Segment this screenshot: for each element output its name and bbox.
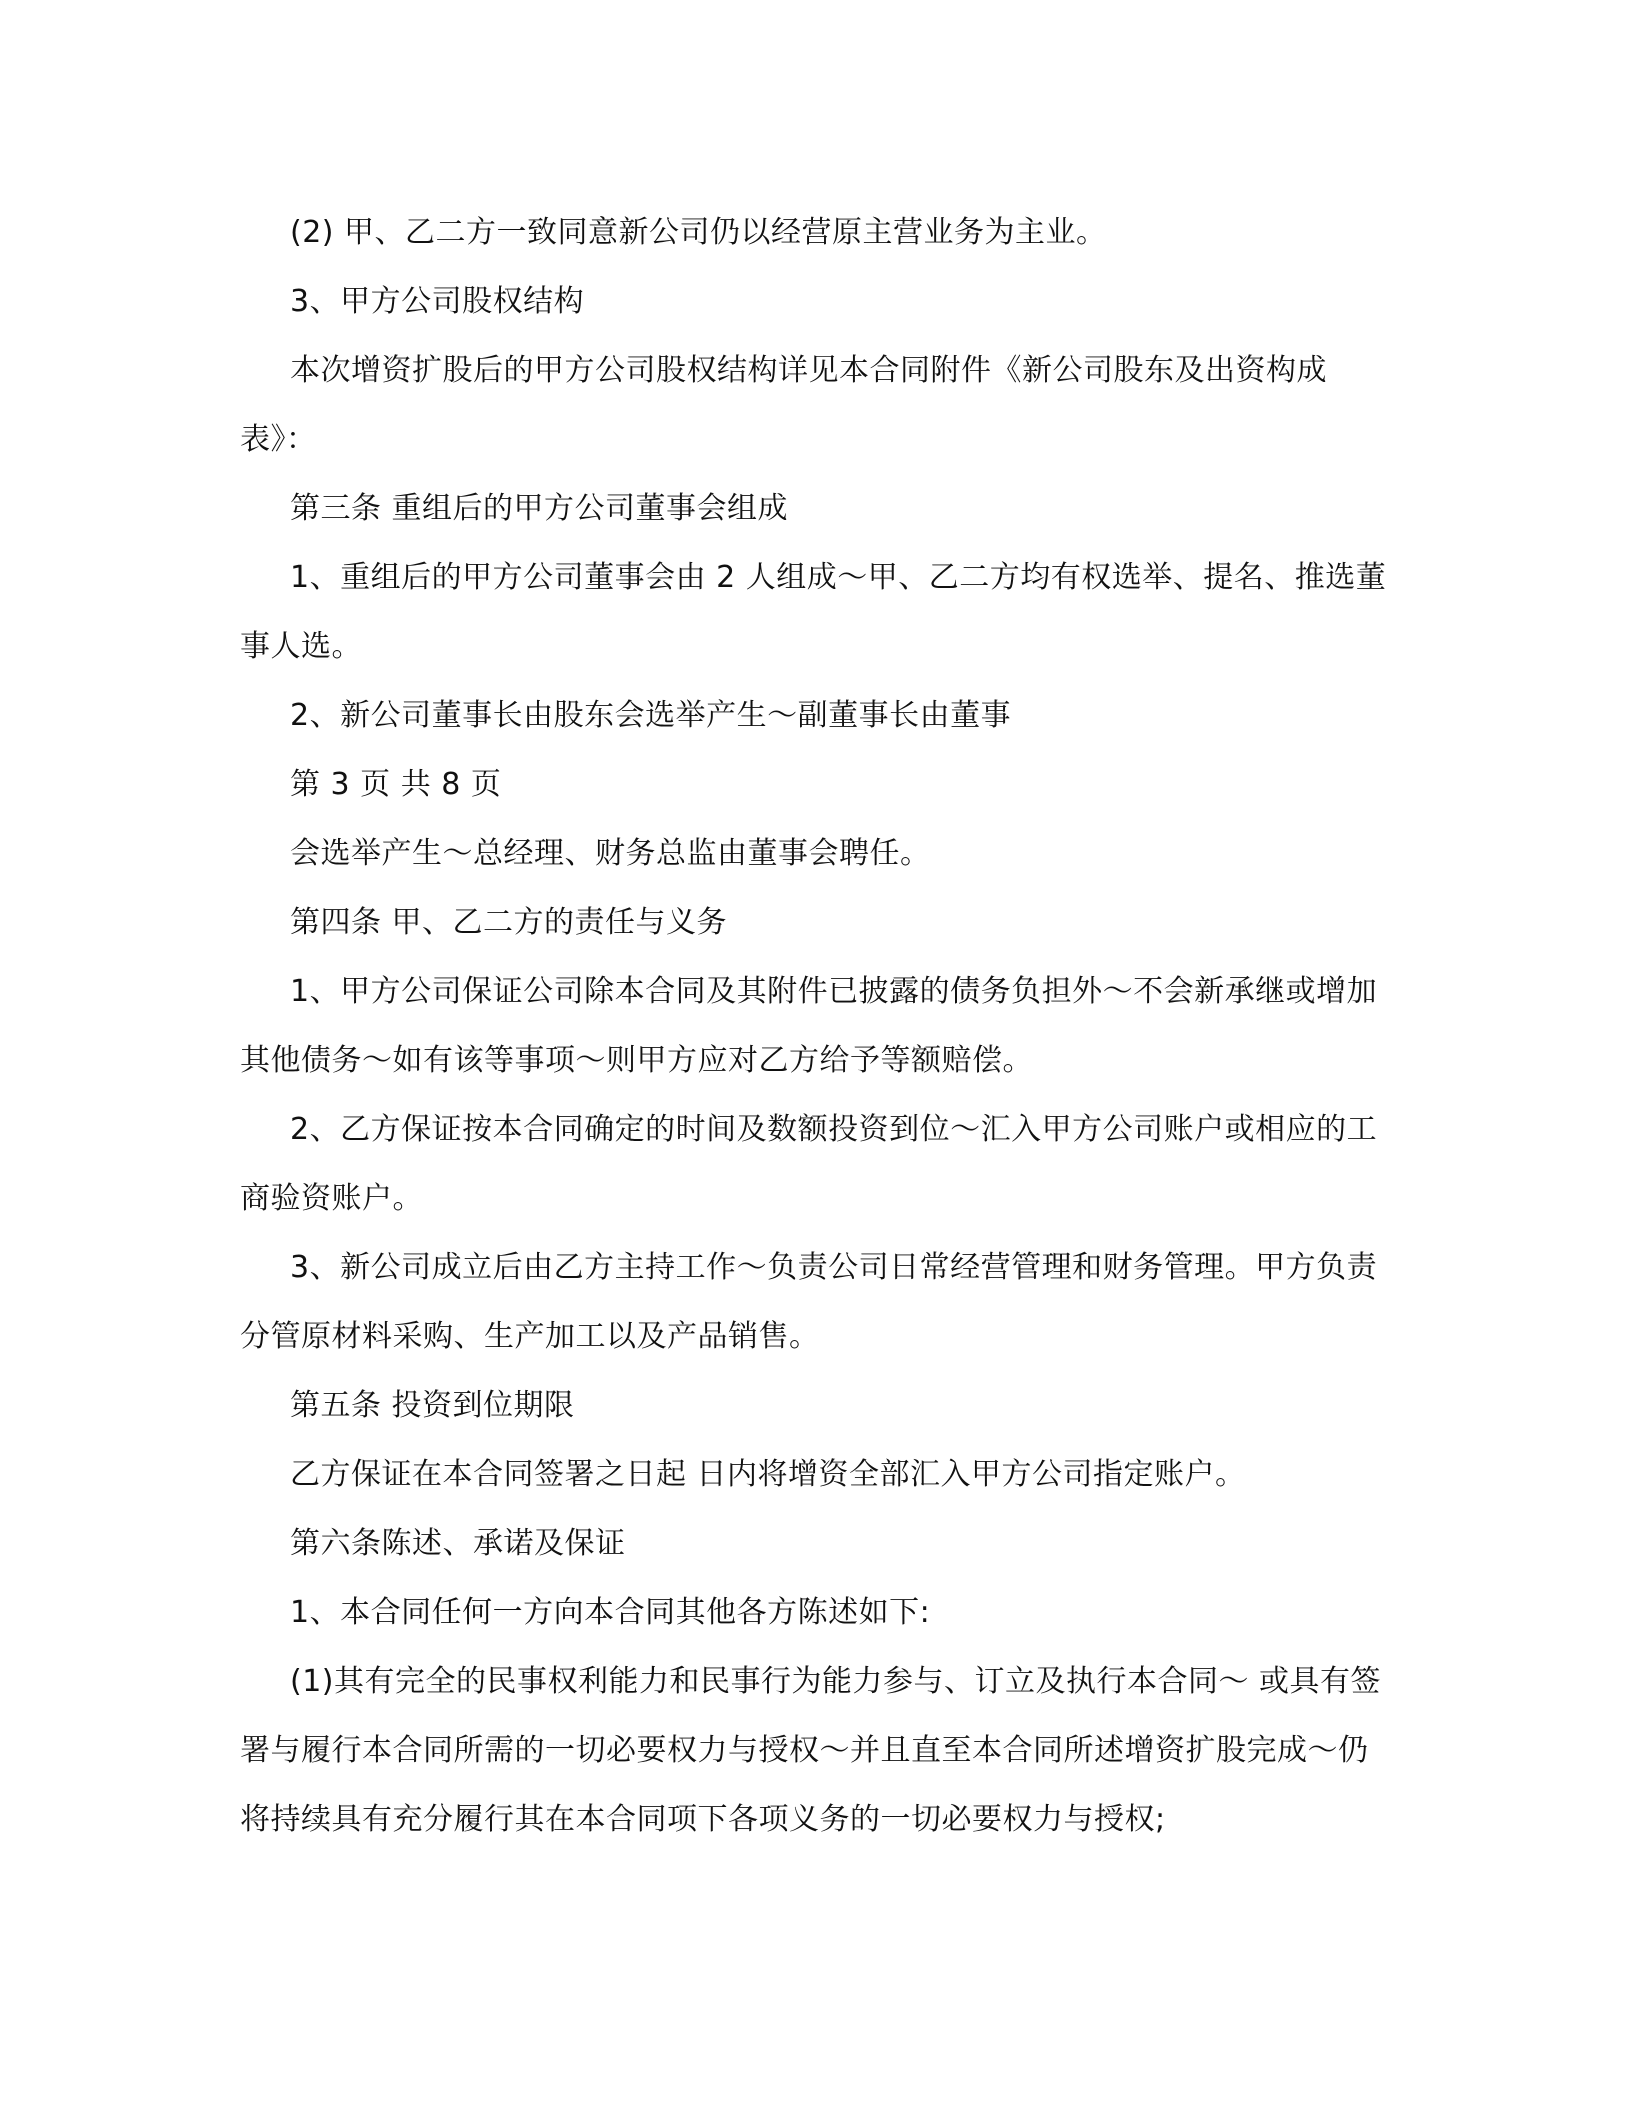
paragraph-article-5-heading: 第五条 投资到位期限 [290,1388,575,1423]
paragraph-article-5-body: 乙方保证在本合同签署之日起 日内将增资全部汇入甲方公司指定账户。 [290,1457,1246,1492]
paragraph-equity-structure: 本次增资扩股后的甲方公司股权结构详见本合同附件《新公司股东及出资构成表》： [240,353,1327,457]
paragraph-article-4-item-1: 1、甲方公司保证公司除本合同及其附件已披露的债务负担外～不会新承继或增加其他债务～如有该等事项～则甲方应对乙方给予等额赔偿。 [240,974,1378,1078]
document-body [240,198,1390,1854]
paragraph-article-6-item-1: 1、本合同任何一方向本合同其他各方陈述如下: [290,1595,931,1630]
paragraph-article-3-item-1: 1、重组后的甲方公司董事会由 2 人组成～甲、乙二方均有权选举、提名、推选董事人选。 [240,560,1387,664]
paragraph-article-6-heading: 第六条陈述、承诺及保证 [290,1526,626,1561]
paragraph-article-4-heading: 第四条 甲、乙二方的责任与义务 [290,905,728,940]
paragraph-article-3-heading: 第三条 重组后的甲方公司董事会组成 [290,491,789,526]
paragraph-article-6-item-1-1: (1)其有完全的民事权利能力和民事行为能力参与、订立及执行本合同～ 或具有签署与履行本合同所需的一切必要权力与授权～并且直至本合同所述增资扩股完成～仍将持续具有充分履行其在本合同项下各项义务的一切必要权力与授权; [240,1664,1382,1837]
paragraph-article-3-item-2: 2、新公司董事长由股东会选举产生～副董事长由董事 [290,698,1012,733]
paragraph-clause-2-2: (2) 甲、乙二方一致同意新公司仍以经营原主营业务为主业。 [290,215,1107,250]
paragraph-article-4-item-2: 2、乙方保证按本合同确定的时间及数额投资到位～汇入甲方公司账户或相应的工商验资账户。 [240,1112,1378,1216]
paragraph-article-4-item-3: 3、新公司成立后由乙方主持工作～负责公司日常经营管理和财务管理。甲方负责分管原材料采购、生产加工以及产品销售。 [240,1250,1378,1354]
paragraph-heading-equity-structure: 3、甲方公司股权结构 [290,284,585,319]
paragraph-article-3-item-2-continued: 会选举产生～总经理、财务总监由董事会聘任。 [290,836,931,871]
page-number-label: 第 3 页 共 8 页 [290,767,502,802]
